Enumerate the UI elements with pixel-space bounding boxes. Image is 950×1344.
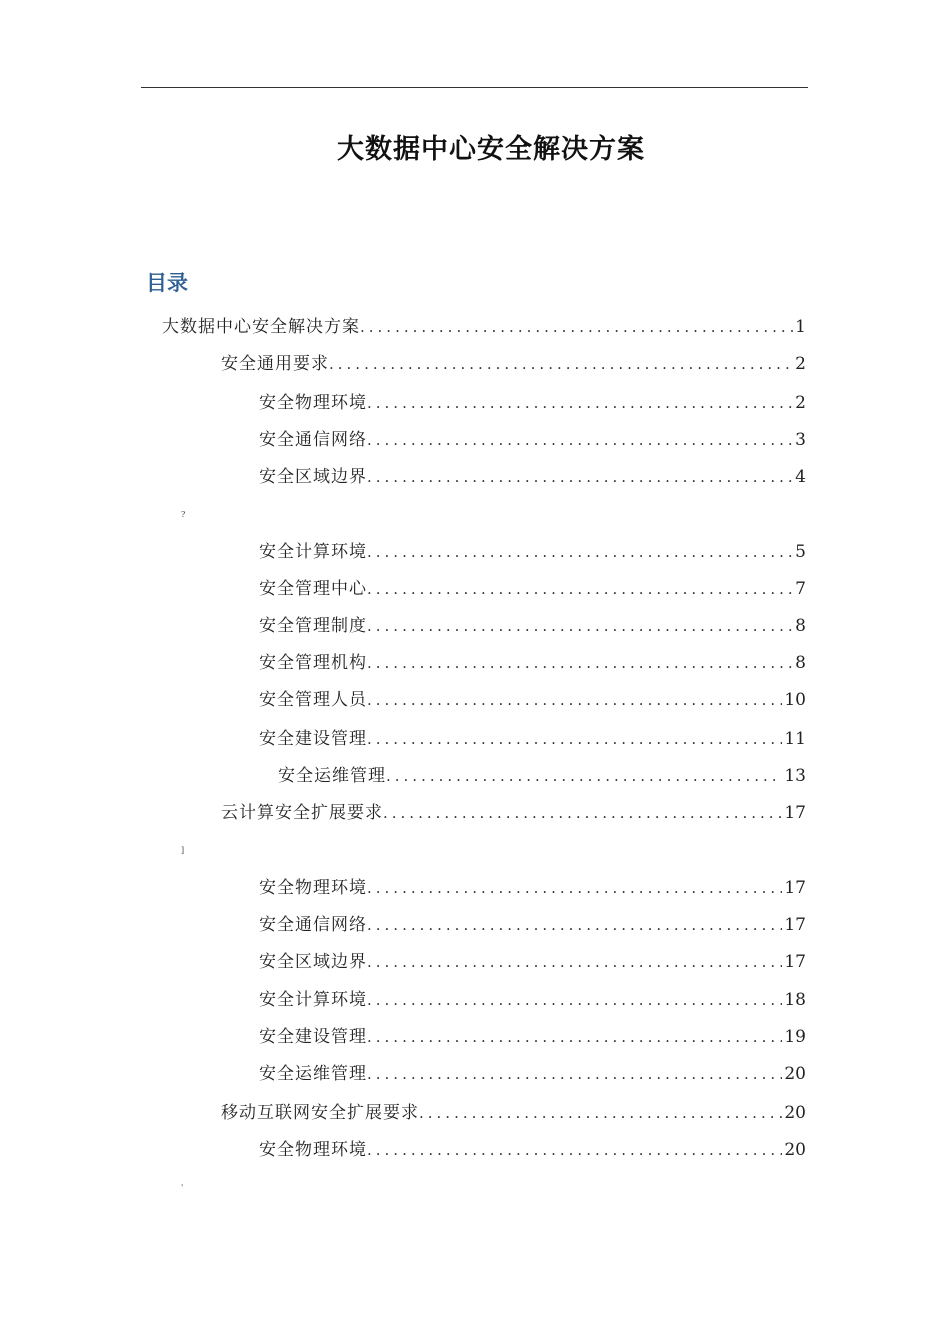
toc-entry[interactable]	[259, 727, 806, 751]
toc-entry-page: 10	[784, 690, 806, 710]
toc-entry[interactable]	[259, 577, 806, 601]
toc-leader-dots	[367, 950, 782, 974]
toc-entry[interactable]	[259, 913, 806, 937]
toc-leader-dots	[329, 352, 793, 376]
toc-leader-dots	[367, 1138, 782, 1162]
toc-entry-title: 安全物理环境	[259, 393, 367, 413]
toc-leader-dots	[367, 428, 793, 452]
toc-leader-dots	[367, 391, 793, 415]
toc-entry[interactable]	[162, 315, 806, 339]
stray-mark: ?	[181, 510, 186, 519]
toc-entry-page: 8	[795, 653, 806, 673]
toc-leader-dots	[386, 764, 782, 788]
toc-entry[interactable]	[259, 988, 806, 1012]
toc-entry-title: 云计算安全扩展要求	[221, 803, 383, 823]
toc-entry-page: 7	[795, 579, 806, 599]
toc-leader-dots	[367, 465, 793, 489]
toc-entry-page: 18	[784, 990, 806, 1010]
document-title: 大数据中心安全解决方案	[337, 134, 645, 165]
toc-entry-page: 13	[784, 766, 806, 786]
toc-entry-page: 17	[784, 915, 806, 935]
toc-entry[interactable]	[221, 1101, 806, 1125]
toc-entry-title: 安全运维管理	[259, 1064, 367, 1084]
toc-entry-page: 1	[795, 317, 806, 337]
toc-entry-title: 安全管理机构	[259, 653, 367, 673]
toc-leader-dots	[419, 1101, 782, 1125]
toc-entry-page: 20	[784, 1140, 806, 1160]
toc-entry[interactable]	[259, 1062, 806, 1086]
toc-entry-title: 移动互联网安全扩展要求	[221, 1103, 419, 1123]
toc-entry-title: 安全管理中心	[259, 579, 367, 599]
toc-leader-dots	[367, 913, 782, 937]
toc-entry-page: 3	[795, 430, 806, 450]
toc-leader-dots	[367, 688, 782, 712]
toc-entry-page: 5	[795, 542, 806, 562]
toc-leader-dots	[367, 577, 793, 601]
toc-entry-page: 20	[784, 1064, 806, 1084]
toc-leader-dots	[383, 801, 782, 825]
toc-entry-title: 安全物理环境	[259, 1140, 367, 1160]
toc-leader-dots	[367, 1062, 782, 1086]
toc-entry[interactable]	[259, 651, 806, 675]
toc-entry[interactable]	[259, 876, 806, 900]
toc-leader-dots	[367, 1025, 782, 1049]
toc-entry[interactable]	[259, 465, 806, 489]
toc-leader-dots	[367, 988, 782, 1012]
toc-leader-dots	[367, 727, 782, 751]
toc-entry-title: 安全建设管理	[259, 1027, 367, 1047]
toc-leader-dots	[360, 315, 793, 339]
toc-entry-page: 17	[784, 878, 806, 898]
toc-entry[interactable]	[259, 950, 806, 974]
toc-entry[interactable]	[259, 1025, 806, 1049]
toc-entry-title: 安全通用要求	[221, 354, 329, 374]
toc-entry-title: 大数据中心安全解决方案	[162, 317, 360, 337]
toc-heading: 目录	[146, 271, 188, 295]
toc-entry[interactable]	[259, 428, 806, 452]
toc-entry-page: 17	[784, 952, 806, 972]
toc-leader-dots	[367, 540, 793, 564]
toc-entry-page: 2	[795, 354, 806, 374]
toc-entry[interactable]	[259, 614, 806, 638]
toc-entry[interactable]	[221, 352, 806, 376]
toc-entry[interactable]	[259, 540, 806, 564]
toc-leader-dots	[367, 651, 793, 675]
toc-entry-title: 安全通信网络	[259, 430, 367, 450]
toc-entry-title: 安全建设管理	[259, 729, 367, 749]
toc-entry-page: 4	[795, 467, 806, 487]
toc-entry-page: 2	[795, 393, 806, 413]
toc-entry-title: 安全区域边界	[259, 952, 367, 972]
toc-entry-page: 8	[795, 616, 806, 636]
toc-entry-page: 17	[784, 803, 806, 823]
stray-mark: ]	[181, 846, 185, 855]
toc-entry-page: 19	[784, 1027, 806, 1047]
stray-mark: '	[181, 1183, 184, 1192]
toc-entry-title: 安全计算环境	[259, 542, 367, 562]
toc-entry-title: 安全计算环境	[259, 990, 367, 1010]
toc-entry[interactable]	[259, 391, 806, 415]
toc-entry-title: 安全运维管理	[278, 766, 386, 786]
toc-entry-title: 安全区域边界	[259, 467, 367, 487]
toc-entry-title: 安全通信网络	[259, 915, 367, 935]
toc-entry[interactable]	[259, 688, 806, 712]
toc-leader-dots	[367, 876, 782, 900]
toc-entry[interactable]	[221, 801, 806, 825]
toc-entry-title: 安全管理人员	[259, 690, 367, 710]
toc-entry-page: 20	[784, 1103, 806, 1123]
toc-entry-title: 安全管理制度	[259, 616, 367, 636]
toc-entry-page: 11	[784, 729, 806, 749]
toc-leader-dots	[367, 614, 793, 638]
toc-entry[interactable]	[259, 1138, 806, 1162]
toc-entry-title: 安全物理环境	[259, 878, 367, 898]
toc-entry[interactable]	[278, 764, 806, 788]
